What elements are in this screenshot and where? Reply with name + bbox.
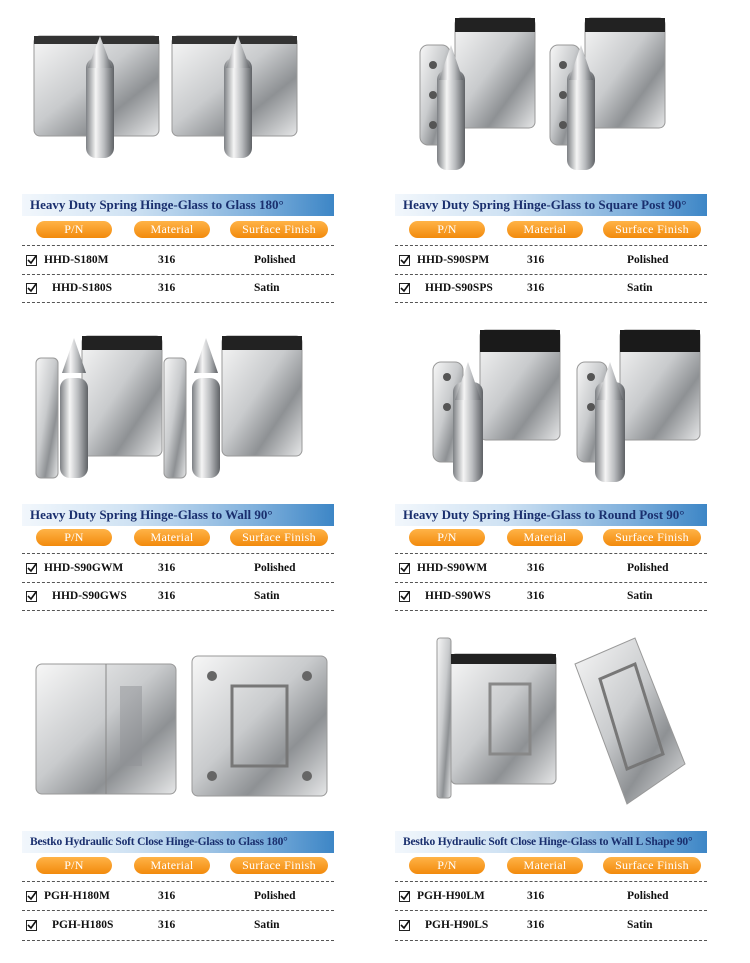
divider: [22, 582, 334, 583]
header-finish: Surface Finish: [230, 857, 328, 874]
divider: [22, 302, 334, 303]
product-photo-square-post-90: [395, 10, 740, 180]
table-row: [395, 885, 707, 909]
header-pn: P/N: [36, 529, 112, 546]
product-photo-round-post-90: [395, 322, 740, 492]
row-pn: HHD-S180S: [52, 282, 113, 294]
row-pn: PGH-H180M: [44, 890, 110, 902]
table-row: [395, 557, 707, 581]
row-pn: PGH-H90LM: [417, 890, 485, 902]
divider: [22, 910, 334, 911]
checkbox-checked-icon: [399, 920, 410, 931]
row-pn: HHD-S180M: [44, 254, 109, 266]
divider: [395, 881, 707, 882]
header-pn: P/N: [409, 221, 485, 238]
checkbox-checked-icon: [26, 255, 37, 266]
row-material: 316: [527, 890, 545, 902]
divider: [22, 553, 334, 554]
product-photo-hydraulic-wall-l-90: [395, 634, 740, 819]
row-material: 316: [158, 254, 176, 266]
divider: [395, 302, 707, 303]
row-finish: Satin: [627, 919, 653, 931]
header-material: Material: [507, 221, 583, 238]
row-finish: Satin: [254, 282, 280, 294]
header-finish: Surface Finish: [230, 529, 328, 546]
header-material: Material: [507, 529, 583, 546]
table-row: [22, 585, 334, 609]
row-pn: HHD-S90GWM: [44, 562, 124, 574]
checkbox-checked-icon: [399, 891, 410, 902]
divider: [395, 553, 707, 554]
header-material: Material: [134, 221, 210, 238]
product-title: Heavy Duty Spring Hinge-Glass to Round Post 90°: [395, 504, 707, 526]
divider: [22, 274, 334, 275]
row-material: 316: [158, 890, 176, 902]
row-finish: Satin: [627, 590, 653, 602]
divider: [22, 881, 334, 882]
row-material: 316: [527, 282, 545, 294]
row-material: 316: [158, 282, 176, 294]
table-header: [22, 857, 334, 875]
divider: [22, 940, 334, 941]
divider: [395, 245, 707, 246]
table-header: [22, 529, 334, 547]
checkbox-checked-icon: [399, 255, 410, 266]
row-finish: Satin: [627, 282, 653, 294]
divider: [395, 940, 707, 941]
divider: [395, 610, 707, 611]
header-material: Material: [134, 857, 210, 874]
table-row: [395, 914, 707, 938]
row-finish: Satin: [254, 590, 280, 602]
header-pn: P/N: [36, 221, 112, 238]
row-material: 316: [158, 562, 176, 574]
row-finish: Polished: [627, 254, 669, 266]
divider: [395, 910, 707, 911]
row-material: 316: [527, 562, 545, 574]
product-title: Heavy Duty Spring Hinge-Glass to Square Post 90°: [395, 194, 707, 216]
header-pn: P/N: [36, 857, 112, 874]
table-header: [22, 221, 334, 239]
table-row: [395, 277, 707, 301]
checkbox-checked-icon: [26, 920, 37, 931]
product-photo-hydraulic-glass-180: [22, 646, 367, 816]
table-row: [395, 585, 707, 609]
checkbox-checked-icon: [26, 563, 37, 574]
product-photo-wall-90: [22, 328, 367, 493]
header-pn: P/N: [409, 529, 485, 546]
product-title: Heavy Duty Spring Hinge-Glass to Glass 180°: [22, 194, 334, 216]
divider: [22, 610, 334, 611]
row-material: 316: [158, 590, 176, 602]
product-title: Heavy Duty Spring Hinge-Glass to Wall 90°: [22, 504, 334, 526]
row-finish: Polished: [254, 254, 296, 266]
row-material: 316: [158, 919, 176, 931]
table-header: [395, 529, 707, 547]
row-material: 316: [527, 254, 545, 266]
row-finish: Polished: [254, 562, 296, 574]
table-row: [22, 249, 334, 273]
checkbox-checked-icon: [26, 891, 37, 902]
table-row: [22, 277, 334, 301]
product-title: Bestko Hydraulic Soft Close Hinge-Glass to Glass 180°: [22, 831, 334, 853]
table-header: [395, 221, 707, 239]
row-pn: PGH-H180S: [52, 919, 114, 931]
row-pn: HHD-S90GWS: [52, 590, 127, 602]
table-row: [395, 249, 707, 273]
table-row: [22, 885, 334, 909]
row-pn: HHD-S90WS: [425, 590, 491, 602]
product-photo-glass-180: [22, 28, 367, 178]
row-finish: Satin: [254, 919, 280, 931]
checkbox-checked-icon: [26, 591, 37, 602]
checkbox-checked-icon: [399, 591, 410, 602]
row-pn: HHD-S90SPS: [425, 282, 493, 294]
checkbox-checked-icon: [26, 283, 37, 294]
row-finish: Polished: [627, 890, 669, 902]
table-header: [395, 857, 707, 875]
table-row: [22, 557, 334, 581]
row-pn: PGH-H90LS: [425, 919, 489, 931]
checkbox-checked-icon: [399, 283, 410, 294]
header-finish: Surface Finish: [603, 529, 701, 546]
row-pn: HHD-S90SPM: [417, 254, 490, 266]
row-pn: HHD-S90WM: [417, 562, 488, 574]
divider: [395, 274, 707, 275]
header-pn: P/N: [409, 857, 485, 874]
table-row: [22, 914, 334, 938]
row-material: 316: [527, 590, 545, 602]
header-finish: Surface Finish: [603, 221, 701, 238]
row-material: 316: [527, 919, 545, 931]
divider: [395, 582, 707, 583]
header-material: Material: [507, 857, 583, 874]
checkbox-checked-icon: [399, 563, 410, 574]
header-finish: Surface Finish: [230, 221, 328, 238]
row-finish: Polished: [254, 890, 296, 902]
header-finish: Surface Finish: [603, 857, 701, 874]
product-title: Bestko Hydraulic Soft Close Hinge-Glass to Wall L Shape 90°: [395, 831, 707, 853]
header-material: Material: [134, 529, 210, 546]
row-finish: Polished: [627, 562, 669, 574]
divider: [22, 245, 334, 246]
